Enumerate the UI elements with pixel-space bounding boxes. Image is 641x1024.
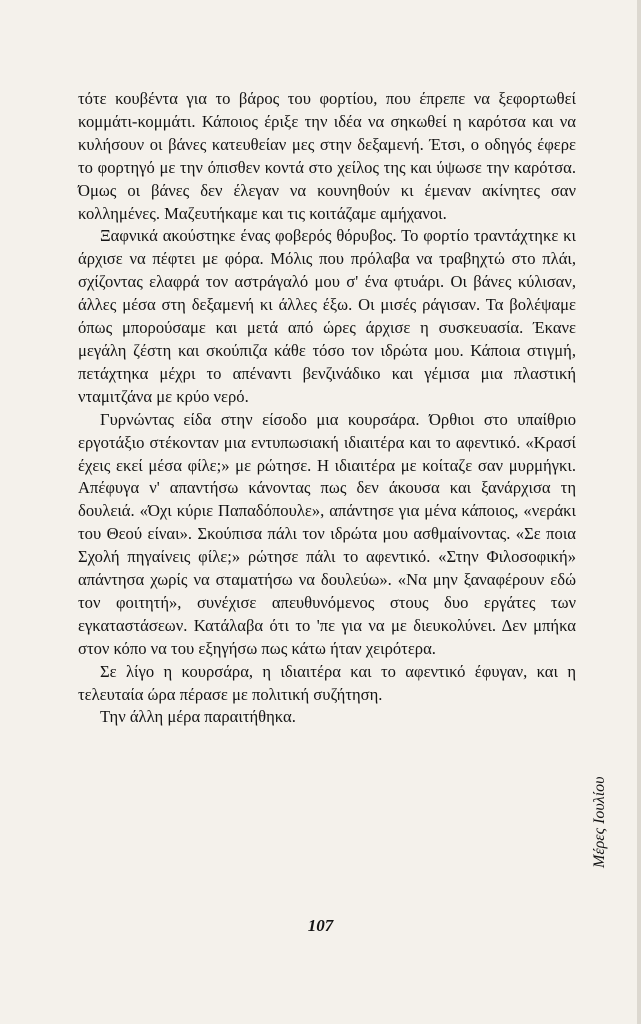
running-head: Μέρες Ιουλίου xyxy=(591,776,608,868)
body-text xyxy=(78,88,576,729)
page-edge xyxy=(637,0,641,1024)
paragraph: τότε κουβέντα για το βάρος του φορτίου, που έπρεπε να ξεφορτωθεί κομμάτι-κομμάτι. Κάποιος έριξε την ιδέα να σηκωθεί η καρότσα και να κυλήσουν οι βάνες κατευθείαν μες στην δεξαμενή. Έτσι, ο οδηγός έφερε το φορτηγό με την όπισθεν κοντά στο χείλος της και ύψωσε την καρότσα. Όμως οι βάνες δεν έλεγαν να κουνηθούν κι έμεναν ακίνητες σαν κολλημένες. Μαζευτήκαμε και τις κοιτάζαμε αμήχανοι. xyxy=(78,89,576,223)
paragraph: Σε λίγο η κουρσάρα, η ιδιαιτέρα και το αφεντικό έφυγαν, και η τελευταία ώρα πέρασε με πολιτική συζήτηση. xyxy=(78,661,576,704)
paragraph: Ξαφνικά ακούστηκε ένας φοβερός θόρυβος. Το φορτίο τραντάχτηκε κι άρχισε να πέφτει με φόρα. Μόλις που πρόλαβα να τραβηχτώ στο πλάι, σχίζοντας ελαφρά τον αστράγαλό μου σ' ένα φτυάρι. Οι βάνες κύλισαν, άλλες μέσα στη δεξαμενή κι άλλες έξω. Οι μισές ράγισαν. Τα βολέψαμε όπως μπορούσαμε και μετά από ώρες άρχισε η συσκευασία. Έκανε μεγάλη ζέστη και σκούπιζα κάθε τόσο τον ιδρώτα μου. Κάποια στιγμή, πετάχτηκα μέχρι το απέναντι βενζινάδικο και γέμισα μια πλαστική νταμιτζάνα με κρύο νερό. xyxy=(78,226,576,406)
page-number: 107 xyxy=(307,916,334,935)
paragraph: Γυρνώντας είδα στην είσοδο μια κουρσάρα. Όρθιοι στο υπαίθριο εργοτάξιο στέκονταν μια εντυπωσιακή ιδιαιτέρα και το αφεντικό. «Κρασί έχεις εκεί μέσα φίλε;» με ρώτησε. Η ιδιαιτέρα με κοίταζε σαν μυρμήγκι. Απέφυγα ν' απαντήσω κάνοντας πως δεν άκουσα και ξανάρχισα τη δουλειά. «Όχι κύριε Παπαδόπουλε», απάντησε για μένα κάποιος, «νεράκι του Θεού είναι». Σκούπισα πάλι τον ιδρώτα μου ασθμαίνοντας. «Σε ποια Σχολή πηγαίνεις φίλε;» ρώτησε πάλι το αφεντικό. «Στην Φιλοσοφική» απάντησα χωρίς να σταματήσω να δουλεύω». «Να μην ξαναφέρουν εδώ τον φοιτητή», συνέχισε απευθυνόμενος στους δυο εργάτες των εγκαταστάσεων. Κατάλαβα ότι το 'πε για να με διευκολύνει. Δεν μπήκα στον κόπο να του εξηγήσω πως κάτω ήταν χειρότερα. xyxy=(78,409,576,658)
paragraph: Την άλλη μέρα παραιτήθηκα. xyxy=(100,707,296,727)
